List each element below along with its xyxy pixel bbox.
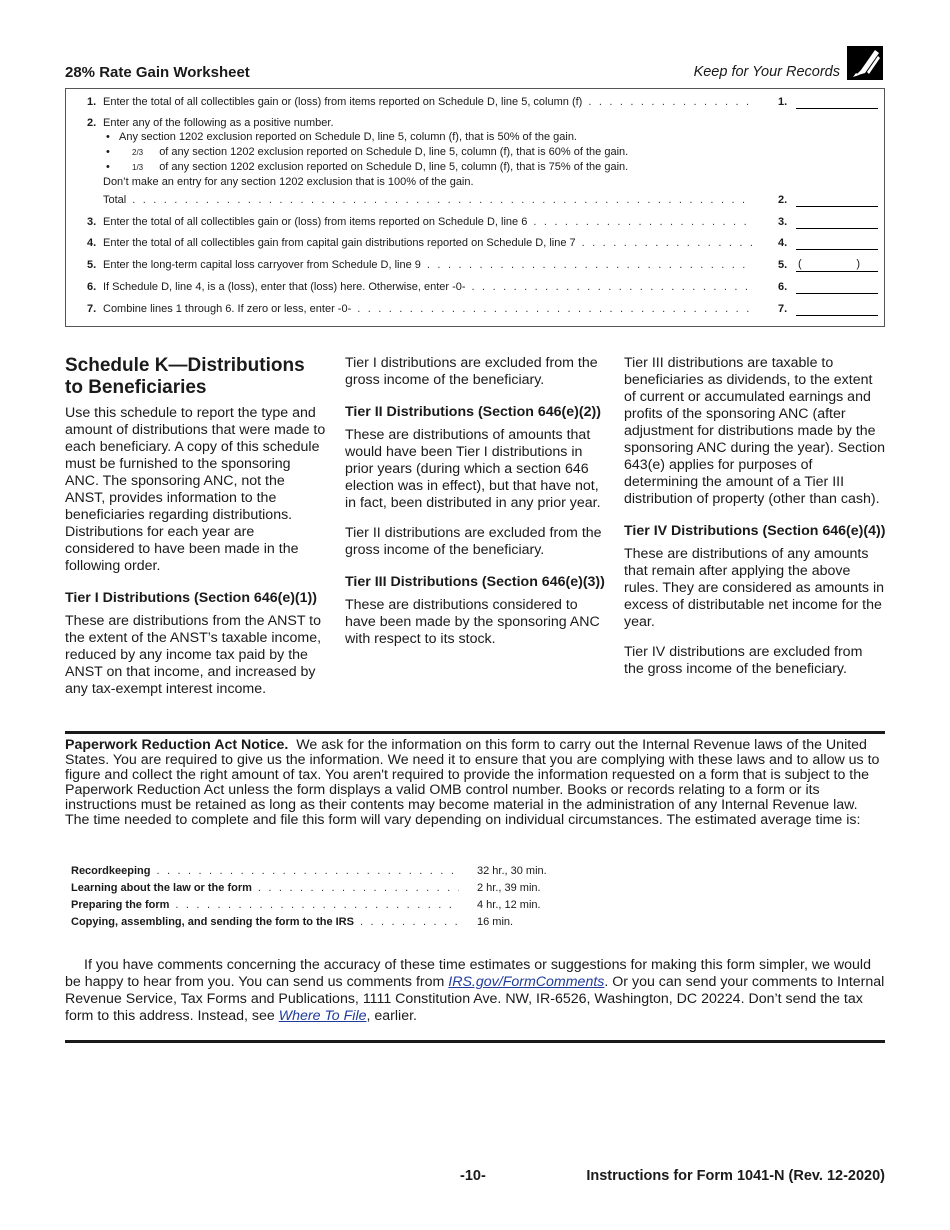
paperwork-notice	[65, 738, 885, 828]
time-label: Preparing the form	[71, 899, 170, 911]
schedule-k-column-1	[65, 355, 327, 711]
comments-text: . Or you can send your comments to Internal Revenue Service, Tax Forms and Publications, 1111 Constitution Ave. NW, IR-6526, Washington, DC 20224. Don’t send the tax form to this address. Instead, see	[65, 974, 885, 1024]
line-ref: 1.	[778, 96, 788, 108]
time-label: Copying, assembling, and sending the form to the IRS	[71, 916, 354, 928]
tier-1-excluded: Tier I distributions are excluded from the gross income of the beneficiary.	[345, 355, 598, 388]
worksheet-line-2-intro	[87, 116, 884, 130]
tier-3-text: These are distributions considered to have been made by the sponsoring ANC with respect to its stock.	[345, 597, 600, 647]
line-ref: 7.	[778, 303, 788, 315]
worksheet-box	[65, 88, 885, 327]
leader-dots	[156, 863, 459, 880]
time-label: Learning about the law or the form	[71, 882, 252, 894]
tier-2-text: These are distributions of amounts that would have been Tier I distributions in prior years (during which a section 646 election was in effect), but that have not, in fact, been distributed in any prior year.	[345, 427, 601, 511]
section-divider	[65, 731, 885, 734]
comments-text: If you have comments concerning the accuracy of these time estimates or suggestions for making this form simpler, we would be happy to hear from you. You can send us comments from	[65, 957, 871, 990]
time-row	[71, 880, 571, 897]
line-ref: 4.	[778, 237, 788, 249]
line-5-entry-field[interactable]	[796, 259, 878, 272]
worksheet-line-7	[87, 302, 884, 316]
line-1-entry-field[interactable]	[796, 96, 878, 109]
schedule-k-column-2	[345, 355, 607, 661]
line-number: 1.	[87, 96, 97, 108]
leader-dots	[360, 914, 459, 931]
total-label: Total	[103, 194, 127, 206]
line-number: 4.	[87, 237, 97, 249]
worksheet-line-2-total	[103, 193, 884, 207]
line-2-entry-field[interactable]	[796, 194, 878, 207]
line-text: Combine lines 1 through 6. If zero or less, enter -0-	[103, 303, 352, 315]
tier-4-heading: Tier IV Distributions (Section 646(e)(4))	[624, 523, 886, 539]
line-text: Enter the long-term capital loss carryover from Schedule D, line 9	[103, 259, 421, 271]
time-estimates-table	[71, 863, 571, 931]
line-ref: 2.	[778, 194, 788, 206]
line-2-note: Don’t make an entry for any section 1202 exclusion that is 100% of the gain.	[103, 176, 474, 188]
paperwork-heading: Paperwork Reduction Act Notice.	[65, 737, 289, 753]
time-value: 16 min.	[477, 916, 514, 928]
footer-form-title: Instructions for Form 1041-N (Rev. 12-2020)	[586, 1168, 885, 1184]
line-ref: 3.	[778, 216, 788, 228]
line-number: 6.	[87, 281, 97, 293]
open-paren: (	[798, 258, 802, 270]
line-2-bullet-2: • 2/3 of any section 1202 exclusion reported on Schedule D, line 5, column (f), that is 60% of the gain.	[106, 145, 628, 160]
leader-dots	[357, 302, 752, 316]
schedule-k-intro: Use this schedule to report the type and amount of distributions that were made to each beneficiary. A copy of this schedule must be furnished to the sponsoring ANC. The sponsoring ANC, not the ANST, provides information to the beneficiaries regarding distributions. Distributions for each year are considered to have been made in the following order.	[65, 405, 326, 574]
pen-writing-icon	[847, 46, 883, 80]
line-ref: 6.	[778, 281, 788, 293]
line-number: 2.	[87, 117, 97, 129]
leader-dots	[175, 897, 459, 914]
line-3-entry-field[interactable]	[796, 216, 878, 229]
tier-4-text: These are distributions of any amounts that remain after applying the above rules. They are considered as amounts in excess of distributable net income for the year.	[624, 546, 884, 630]
line-ref: 5.	[778, 259, 788, 271]
time-row	[71, 914, 571, 931]
time-value: 32 hr., 30 min.	[477, 865, 547, 877]
time-row	[71, 897, 571, 914]
time-value: 2 hr., 39 min.	[477, 882, 541, 894]
leader-dots	[258, 880, 459, 897]
line-text: Enter the total of all collectibles gain or (loss) from items reported on Schedule D, line 6	[103, 216, 528, 228]
where-to-file-link[interactable]: Where To File	[278, 1008, 367, 1024]
schedule-k-heading: Schedule K—Distributions to Beneficiaries	[65, 355, 305, 398]
line-4-entry-field[interactable]	[796, 237, 878, 250]
keep-for-records-label: Keep for Your Records	[693, 64, 840, 80]
close-paren: )	[856, 258, 860, 270]
tier-2-excluded: Tier II distributions are excluded from the gross income of the beneficiary.	[345, 525, 602, 558]
line-number: 7.	[87, 303, 97, 315]
form-comments-link[interactable]: IRS.gov/FormComments	[448, 974, 605, 990]
worksheet-line-4	[87, 236, 884, 250]
page-number: -10-	[460, 1168, 486, 1184]
worksheet-line-3	[87, 215, 884, 229]
leader-dots	[582, 236, 752, 250]
tier-2-heading: Tier II Distributions (Section 646(e)(2))	[345, 404, 601, 420]
worksheet-line-1	[87, 95, 884, 109]
line-text: If Schedule D, line 4, is a (loss), enter that (loss) here. Otherwise, enter -0-	[103, 281, 466, 293]
line-text: Enter the total of all collectibles gain or (loss) from items reported on Schedule D, line 5, column (f)	[103, 96, 583, 108]
time-label: Recordkeeping	[71, 865, 151, 877]
tier-1-heading: Tier I Distributions (Section 646(e)(1))	[65, 590, 318, 606]
leader-dots	[472, 280, 752, 294]
schedule-k-column-3	[624, 355, 886, 691]
line-number: 3.	[87, 216, 97, 228]
time-row	[71, 863, 571, 880]
leader-dots	[132, 193, 752, 207]
leader-dots	[533, 215, 752, 229]
leader-dots	[588, 95, 752, 109]
comments-text: , earlier.	[366, 1008, 417, 1024]
line-7-entry-field[interactable]	[796, 303, 878, 316]
worksheet-title: 28% Rate Gain Worksheet	[65, 64, 250, 81]
leader-dots	[427, 258, 752, 272]
paperwork-body: We ask for the information on this form to carry out the Internal Revenue laws of the United States. You are required to give us the information. We need it to ensure that you are complying with these laws and to allow us to figure and collect the right amount of tax. You aren't required to provide the information requested on a form that is subject to the Paperwork Reduction Act unless the form displays a valid OMB control number. Books or records relating to a form or its instructions must be retained as long as their contents may become material in the administration of any Internal Revenue law. The time needed to complete and file this form will vary depending on individual circumstances. The estimated average time is:	[65, 737, 880, 828]
line-number: 5.	[87, 259, 97, 271]
worksheet-line-6	[87, 280, 884, 294]
tier-3-heading: Tier III Distributions (Section 646(e)(3))	[345, 574, 605, 590]
tier-1-text: These are distributions from the ANST to the extent of the ANST’s taxable income, reduced by any income tax paid by the ANST on that income, and increased by any tax-exempt interest income.	[65, 613, 322, 697]
line-text: Enter any of the following as a positive number.	[103, 117, 334, 129]
tier-4-excluded: Tier IV distributions are excluded from the gross income of the beneficiary.	[624, 644, 863, 677]
line-2-bullet-3: • 1/3 of any section 1202 exclusion reported on Schedule D, line 5, column (f), that is 75% of the gain.	[106, 160, 628, 175]
section-divider	[65, 1040, 885, 1043]
worksheet-line-5	[87, 258, 884, 272]
line-6-entry-field[interactable]	[796, 281, 878, 294]
line-text: Enter the total of all collectibles gain from capital gain distributions reported on Schedule D, line 7	[103, 237, 576, 249]
comments-paragraph	[65, 957, 885, 1025]
time-value: 4 hr., 12 min.	[477, 899, 541, 911]
tier-3-taxable: Tier III distributions are taxable to beneficiaries as dividends, to the extent of current or accumulated earnings and profits of the sponsoring ANC (after adjustment for distributions made by the sponsoring ANC during the year). Section 643(e) applies for purposes of determining the amount of a Tier III distribution of property (other than cash).	[624, 355, 886, 507]
line-2-bullet-1: • Any section 1202 exclusion reported on Schedule D, line 5, column (f), that is 50% of the gain.	[106, 130, 577, 144]
